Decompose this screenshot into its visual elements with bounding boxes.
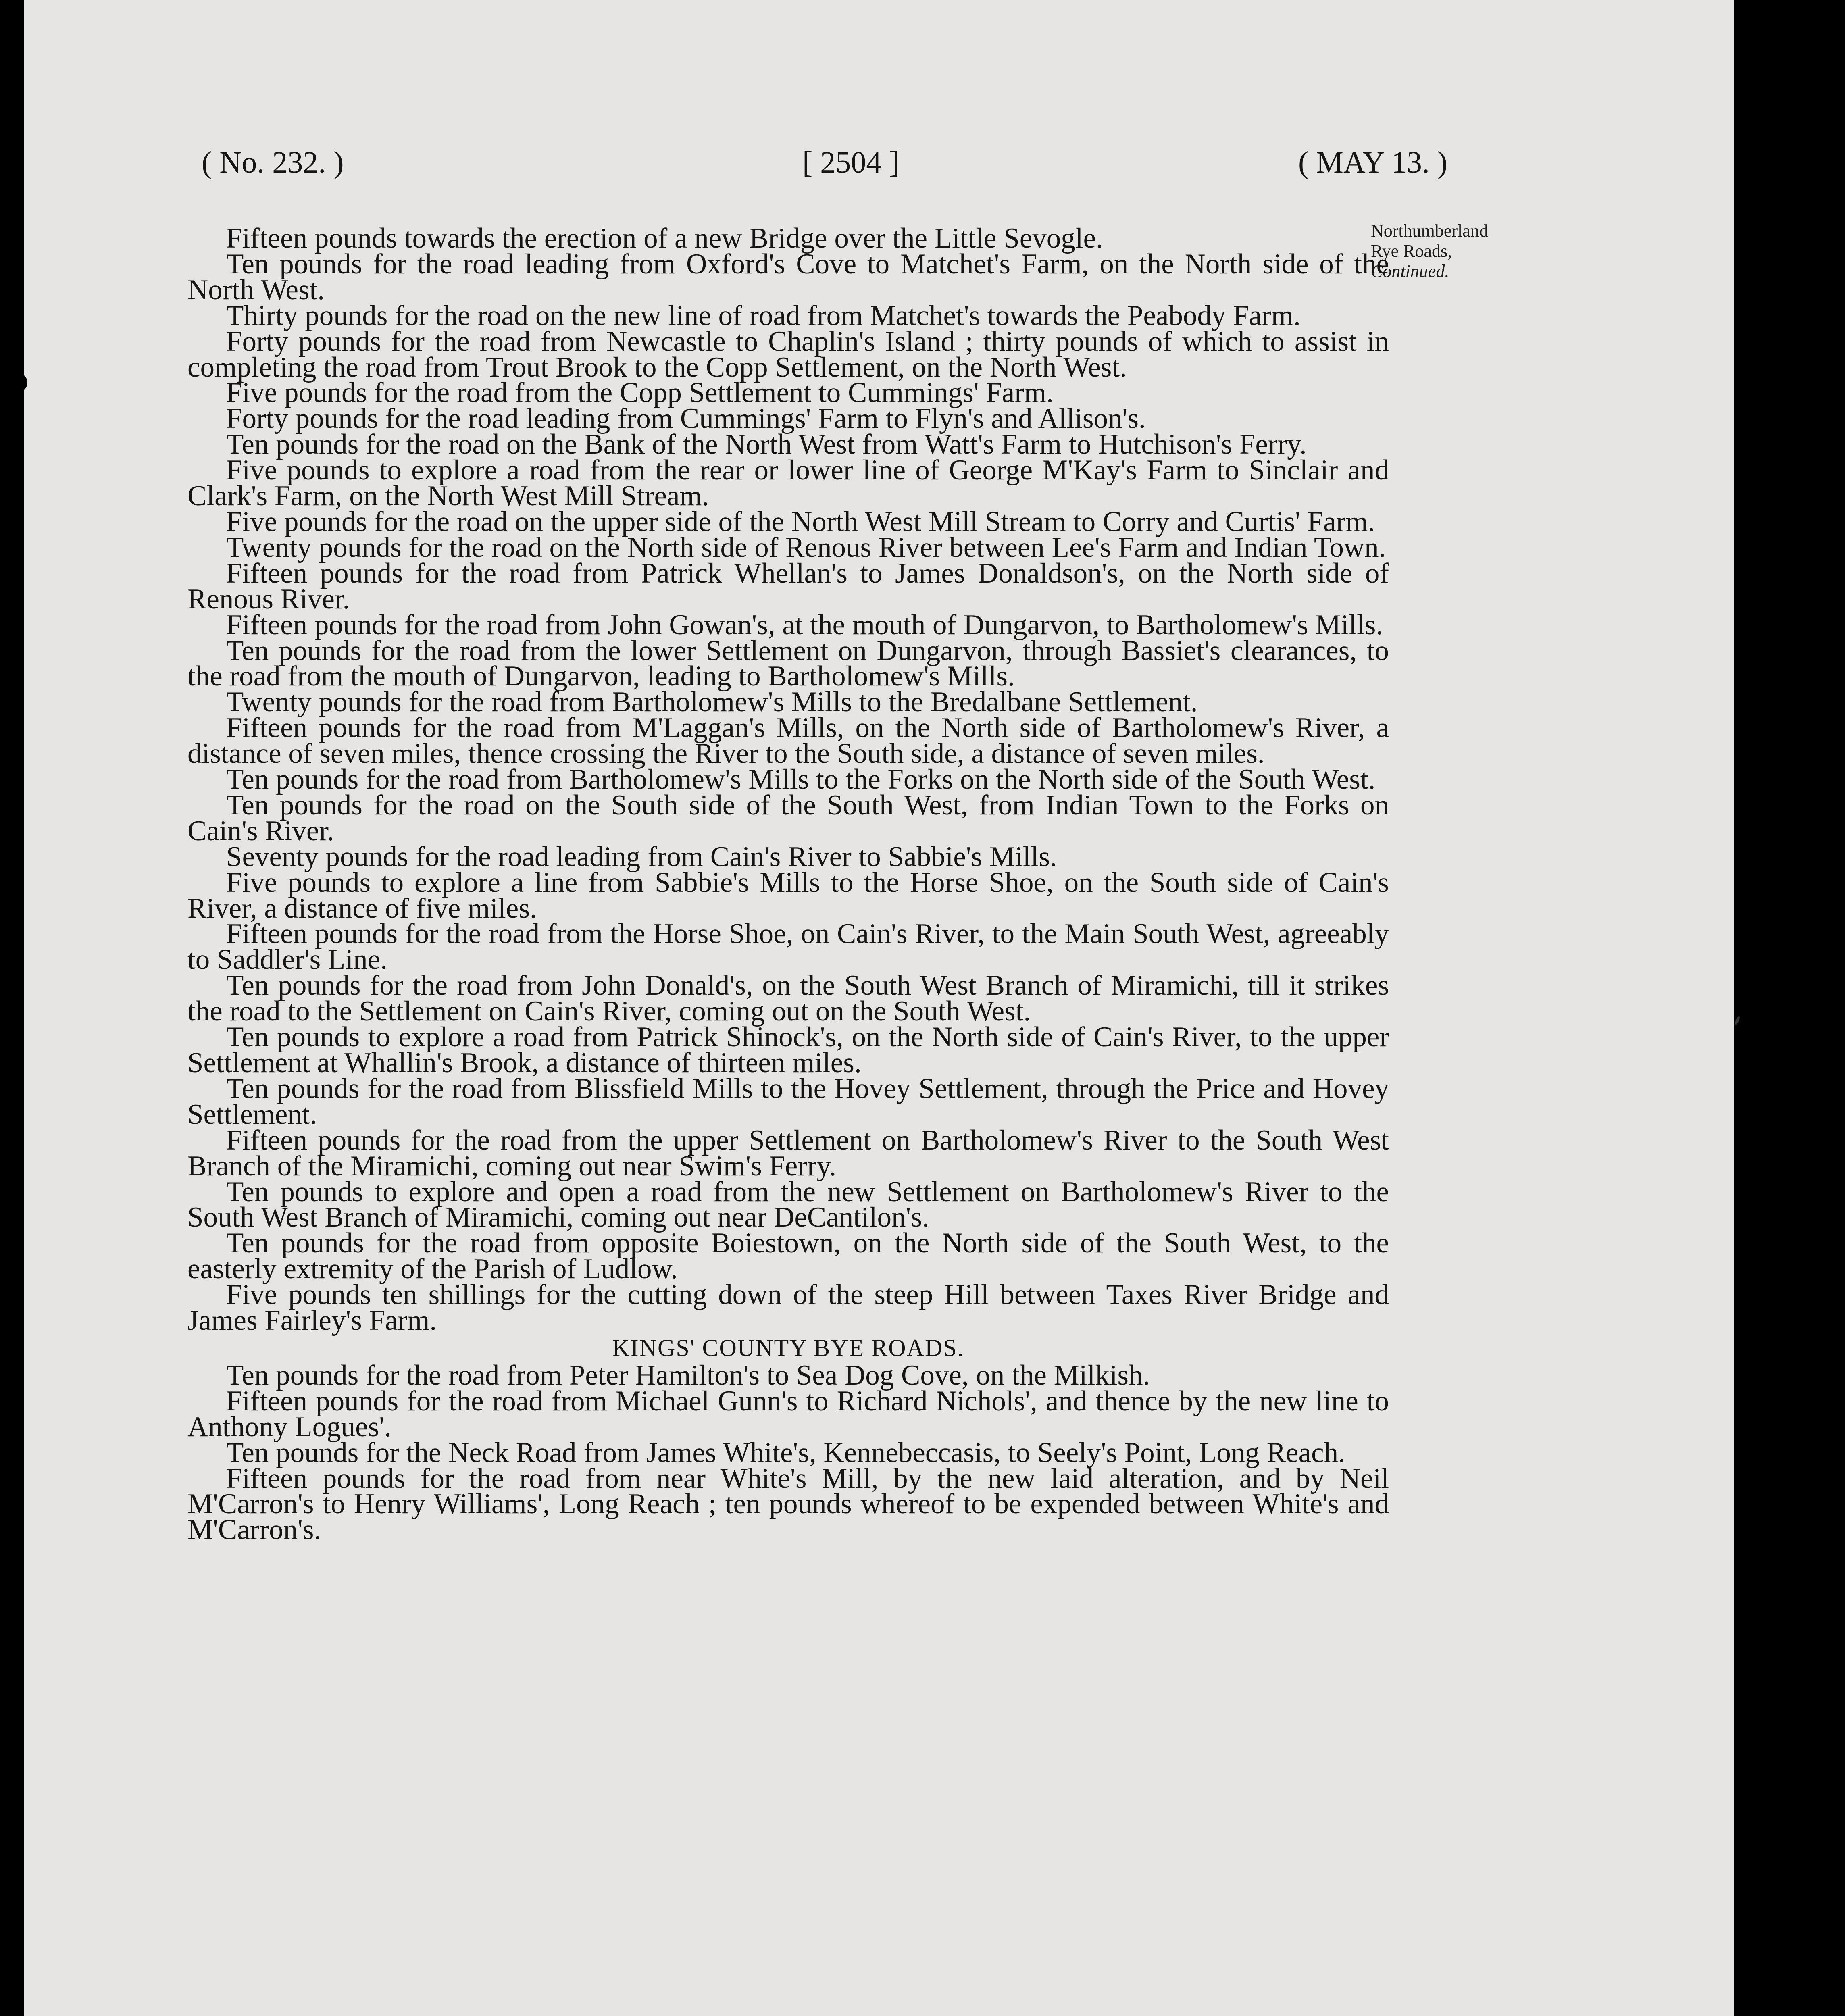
paragraph: Ten pounds for the road from the lower Settlement on Dungarvon, through Bassiet's clearances, to the road from the mouth of Dungarvon, leading to Bartholomew's Mills. bbox=[187, 635, 1389, 692]
paragraph: Thirty pounds for the road on the new line of road from Matchet's towards the Peabody Farm. bbox=[226, 300, 1301, 331]
paragraph: Twenty pounds for the road from Bartholomew's Mills to the Bredalbane Settlement. bbox=[226, 686, 1198, 718]
paragraph: Twenty pounds for the road on the North side of Renous River between Lee's Farm and Indian Town. bbox=[226, 531, 1386, 563]
margin-note-line: Northumberland bbox=[1371, 221, 1488, 241]
margin-note-line: Continued. bbox=[1371, 261, 1449, 281]
paragraph: Five pounds ten shillings for the cutting down of the steep Hill between Taxes River Bridge and James Fairley's Farm. bbox=[187, 1279, 1389, 1337]
paragraph: Ten pounds for the road from John Donald's, on the South West Branch of Miramichi, till it strikes the road to the Settlement on Cain's River, coming out on the South West. bbox=[187, 970, 1389, 1027]
paragraph: Fifteen pounds for the road from John Gowan's, at the mouth of Dungarvon, to Bartholomew's Mills. bbox=[226, 609, 1383, 641]
paragraph: Fifteen pounds for the road from the Horse Shoe, on Cain's River, to the Main South West, agreeably to Saddler's Line. bbox=[187, 918, 1389, 976]
body-text bbox=[187, 223, 1389, 1546]
paragraph: Ten pounds for the Neck Road from James White's, Kennebeccasis, to Seely's Point, Long Reach. bbox=[226, 1437, 1345, 1468]
kings-county-paragraphs bbox=[187, 1359, 1389, 1546]
paragraph: Ten pounds for the road leading from Oxford's Cove to Matchet's Farm, on the North side of the North West. bbox=[187, 248, 1389, 306]
paragraph: Forty pounds for the road from Newcastle to Chaplin's Island ; thirty pounds of which to assist in completing the road from Trout Brook to the Copp Settlement, on the North West. bbox=[187, 325, 1389, 383]
margin-note-line: Rye Roads, bbox=[1371, 241, 1452, 261]
paragraph: Fifteen pounds towards the erection of a new Bridge over the Little Sevogle. bbox=[226, 223, 1103, 254]
paragraph: Fifteen pounds for the road from M'Laggan's Mills, on the North side of Bartholomew's River, a distance of seven miles, thence crossing the River to the South side, a distance of seven miles. bbox=[187, 712, 1389, 770]
page-date: ( MAY 13. ) bbox=[1298, 146, 1448, 179]
paragraph: Ten pounds for the road from Blissfield Mills to the Hovey Settlement, through the Price and Hovey Settlement. bbox=[187, 1073, 1389, 1130]
paragraph: Fifteen pounds for the road from Michael Gunn's to Richard Nichols', and thence by the new line to Anthony Logues'. bbox=[187, 1385, 1389, 1443]
paragraph: Five pounds for the road from the Copp Settlement to Cummings' Farm. bbox=[226, 377, 1054, 409]
act-number: ( No. 232. ) bbox=[202, 146, 344, 179]
paragraph: Ten pounds to explore a road from Patrick Shinock's, on the North side of Cain's River, to the upper Settlement at Whallin's Brook, a distance of thirteen miles. bbox=[187, 1021, 1389, 1079]
paragraph: Ten pounds for the road from opposite Boiestown, on the North side of the South West, to the easterly extremity of the Parish of Ludlow. bbox=[187, 1227, 1389, 1285]
ink-speck bbox=[1734, 1016, 1741, 1025]
paragraph: Seventy pounds for the road leading from Cain's River to Sabbie's Mills. bbox=[226, 841, 1057, 873]
northumberland-paragraphs bbox=[187, 223, 1389, 1337]
paragraph: Fifteen pounds for the road from Patrick Whellan's to James Donaldson's, on the North side of Renous River. bbox=[187, 557, 1389, 615]
section-heading: KINGS' COUNTY BYE ROADS. bbox=[612, 1334, 964, 1361]
paragraph: Ten pounds for the road on the Bank of the North West from Watt's Farm to Hutchison's Ferry. bbox=[226, 429, 1307, 460]
paragraph: Five pounds to explore a road from the rear or lower line of George M'Kay's Farm to Sinclair and Clark's Farm, on the North West Mill Stream. bbox=[187, 454, 1389, 512]
paragraph: Fifteen pounds for the road from the upper Settlement on Bartholomew's River to the South West Branch of the Miramichi, coming out near Swim's Ferry. bbox=[187, 1124, 1389, 1182]
paragraph: Forty pounds for the road leading from Cummings' Farm to Flyn's and Allison's. bbox=[226, 403, 1146, 435]
paragraph: Ten pounds to explore and open a road from the new Settlement on Bartholomew's River to the South West Branch of Miramichi, coming out near DeCantilon's. bbox=[187, 1176, 1389, 1233]
page-number: [ 2504 ] bbox=[802, 146, 900, 179]
paragraph: Ten pounds for the road from Bartholomew's Mills to the Forks on the North side of the South West. bbox=[226, 764, 1376, 796]
paragraph: Five pounds to explore a line from Sabbie's Mills to the Horse Shoe, on the South side of Cain's River, a distance of five miles. bbox=[187, 866, 1389, 924]
paragraph: Fifteen pounds for the road from near White's Mill, by the new laid alteration, and by Neil M'Carron's to Henry Williams', Long Reach ; ten pounds whereof to be expended between White's and M'Carron's. bbox=[187, 1462, 1389, 1546]
document-page bbox=[24, 0, 1734, 2016]
paragraph: Ten pounds for the road from Peter Hamilton's to Sea Dog Cove, on the Milkish. bbox=[226, 1359, 1150, 1391]
paragraph: Five pounds for the road on the upper side of the North West Mill Stream to Corry and Curtis' Farm. bbox=[226, 506, 1375, 537]
binding-hole bbox=[8, 373, 27, 392]
paragraph: Ten pounds for the road on the South side of the South West, from Indian Town to the Forks on Cain's River. bbox=[187, 789, 1389, 847]
